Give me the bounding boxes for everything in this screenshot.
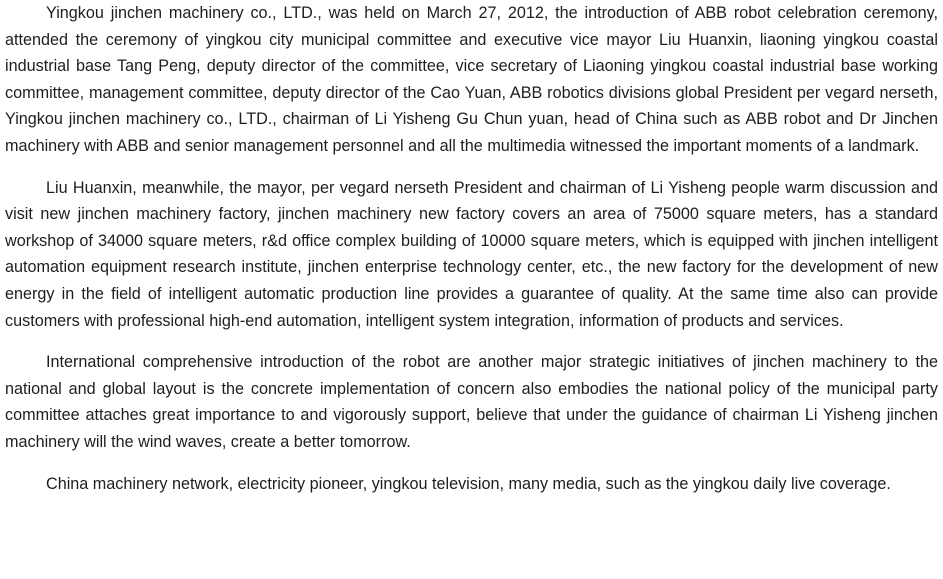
article-paragraph-2: Liu Huanxin, meanwhile, the mayor, per vegard nerseth President and chairman of Li Yisheng people warm discussion and visit new jinchen machinery factory, jinchen machinery new factory covers an area of 75000 square meters, has a standard workshop of 34000 square meters, r&d office complex building of 10000 square meters, which is equipped with jinchen intelligent automation equipment research institute, jinchen enterprise technology center, etc., the new factory for the development of new energy in the field of intelligent automatic production line provides a guarantee of quality. At the same time also can provide customers with professional high-end automation, intelligent system integration, information of products and services. (5, 178, 938, 330)
article-paragraph-4: China machinery network, electricity pioneer, yingkou television, many media, such as the yingkou daily live coverage. (46, 474, 891, 493)
article-paragraph-3: International comprehensive introduction of the robot are another major strategic initiatives of jinchen machinery to the national and global layout is the concrete implementation of concern also embodies the national policy of the municipal party committee attaches great importance to and vigorously support, believe that under the guidance of chairman Li Yisheng jinchen machinery will the wind waves, create a better tomorrow. (5, 353, 938, 451)
article-paragraph-1: Yingkou jinchen machinery co., LTD., was held on March 27, 2012, the introduction of ABB robot celebration ceremony, attended the ceremony of yingkou city municipal committee and executive vice mayor Liu Huanxin, liaoning yingkou coastal industrial base Tang Peng, deputy director of the committee, vice secretary of Liaoning yingkou coastal industrial base working committee, management committee, deputy director of the Cao Yuan, ABB robotics divisions global President per vegard nerseth, Yingkou jinchen machinery co., LTD., chairman of Li Yisheng Gu Chun yuan, head of China such as ABB robot and Dr Jinchen machinery with ABB and senior management personnel and all the multimedia witnessed the important moments of a landmark. (5, 4, 938, 155)
